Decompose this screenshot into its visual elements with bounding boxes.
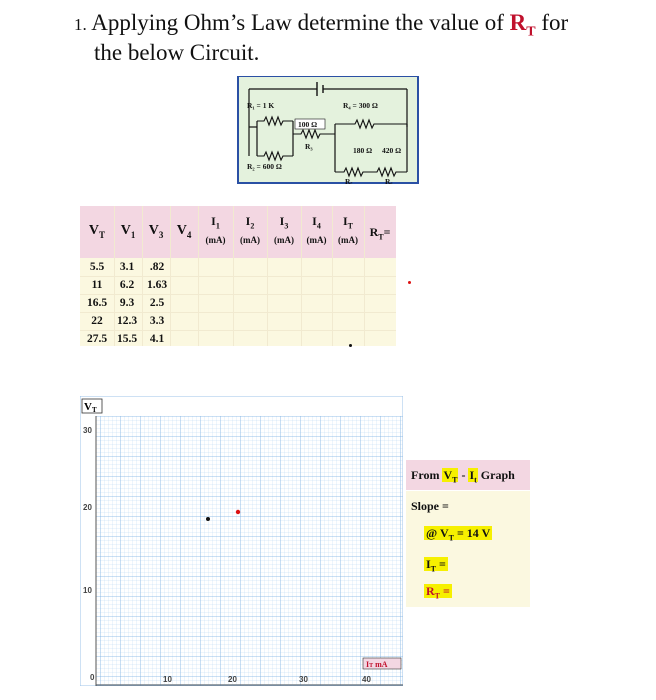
question-text-end: for	[541, 10, 569, 35]
header-i1: $I_1$ (mA)	[205, 214, 226, 246]
cell-v1-5: 15.5	[116, 333, 138, 345]
label-r6: R₆	[385, 177, 393, 184]
y-tick-20: 20	[83, 503, 92, 512]
circuit-diagram	[237, 76, 419, 184]
stray-mark-red	[408, 281, 411, 284]
table-header-row	[80, 206, 396, 258]
header-v4: $V_4$	[176, 223, 192, 240]
x-tick-10: 10	[163, 675, 172, 684]
header-v1: $V_1$	[120, 223, 136, 240]
cell-v1-1: 3.1	[119, 261, 135, 273]
graph-dot-black	[206, 517, 210, 521]
cell-vt-5: 27.5	[86, 333, 108, 345]
question-number: 1.	[74, 15, 87, 34]
header-it: $I_T$ (mA)	[338, 214, 358, 246]
cell-v1-4: 12.3	[116, 315, 138, 327]
x-tick-40: 40	[362, 675, 371, 684]
x-tick-20: 20	[228, 675, 237, 684]
label-r6-value: 420 Ω	[382, 146, 402, 155]
header-i3: $I_3$ (mA)	[274, 214, 294, 246]
y-tick-0: 0	[90, 673, 95, 682]
graph-dot-red	[236, 510, 240, 514]
y-tick-10: 10	[83, 586, 92, 595]
cell-v3-2: 1.63	[146, 279, 168, 291]
x-axis-label: IT mA	[366, 660, 388, 669]
y-tick-30: 30	[83, 426, 92, 435]
stray-mark	[349, 344, 352, 347]
label-r5-value: 180 Ω	[353, 146, 373, 155]
cell-v3-4: 3.3	[149, 315, 165, 327]
question-text: Applying Ohm’s Law determine the value of	[91, 10, 510, 35]
label-r3: R₃	[305, 142, 313, 151]
cell-v3-1: .82	[149, 261, 165, 273]
graph-grid	[96, 416, 403, 686]
cell-vt-4: 22	[91, 315, 103, 327]
x-tick-30: 30	[299, 675, 308, 684]
cell-v3-5: 4.1	[149, 333, 165, 345]
label-r1: R₁ = 1 K	[247, 101, 275, 110]
cell-v3-3: 2.5	[149, 297, 165, 309]
label-r2: R₂ = 600 Ω	[247, 162, 282, 171]
label-r5: R₅	[345, 177, 353, 184]
cell-v1-2: 6.2	[119, 279, 135, 291]
cell-vt-2: 11	[91, 279, 103, 291]
y-axis-label: VT	[84, 401, 97, 414]
header-v3: $V_3$	[148, 223, 164, 240]
cell-vt-1: 5.5	[89, 261, 105, 273]
rt-symbol: $R_T$	[509, 10, 536, 40]
slope-label: Slope =	[406, 491, 530, 521]
vt-it-graph	[80, 396, 403, 686]
rt-label: $R_T$ =	[426, 584, 450, 601]
panel-title: From $V_T - I_t$ Graph	[406, 460, 530, 490]
at-vt-label: @ $V_T = 14$ V	[426, 526, 491, 543]
it-label: $I_T$ =	[426, 557, 446, 574]
header-i2: $I_2$ (mA)	[240, 214, 260, 246]
cell-vt-3: 16.5	[86, 297, 108, 309]
cell-v1-3: 9.3	[119, 297, 135, 309]
header-rt: $R_T=$	[369, 225, 391, 242]
question-line-2: the below Circuit.	[94, 40, 260, 65]
header-i4: $I_4$ (mA)	[306, 214, 327, 246]
header-vt: $V_T$	[88, 223, 106, 240]
label-r4: R₄ = 300 Ω	[343, 101, 378, 110]
label-r3-value: 100 Ω	[298, 120, 318, 129]
